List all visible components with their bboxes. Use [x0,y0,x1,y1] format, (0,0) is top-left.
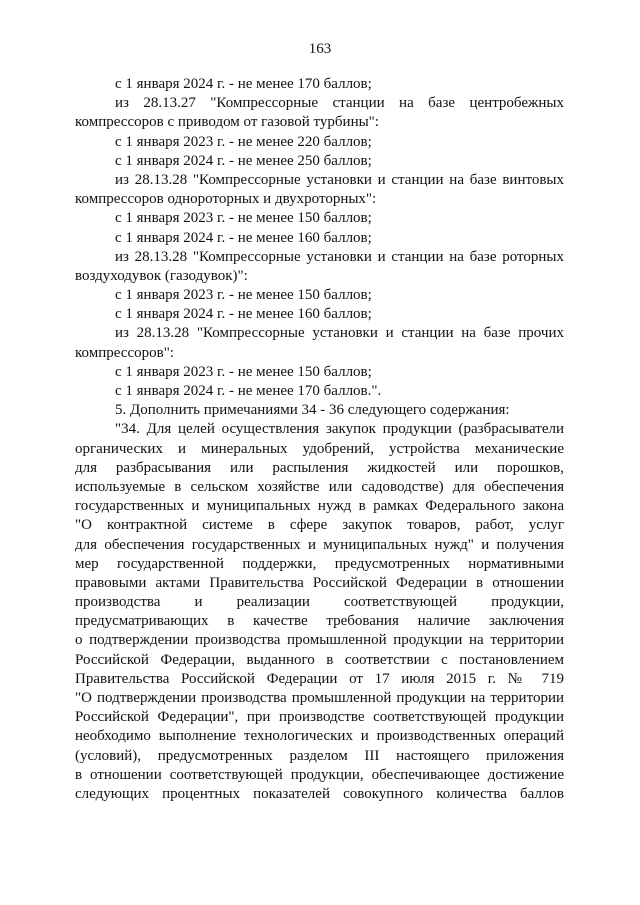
text-line: органических и минеральных удобрений, устройства механические [75,440,564,457]
text-line: Правительства Российской Федерации от 17 июля 2015 г. № 719 [75,670,564,687]
text-line: компрессоров": [75,344,174,361]
text-line: Российской Федерации, выданного в соответствии с постановлением [75,651,564,668]
text-line: с 1 января 2023 г. - не менее 220 баллов; [115,133,372,150]
text-line: правовыми актами Правительства Российской Федерации в отношении [75,574,564,591]
text-line: производства и реализации соответствующей продукции, [75,594,564,611]
text-line: воздуходувок (газодувок)": [75,267,248,284]
text-line: 5. Дополнить примечаниями 34 - 36 следующего содержания: [115,402,510,419]
text-line: компрессоров однороторных и двухроторных": [75,191,377,208]
text-line: из 28.13.28 "Компрессорные установки и станции на базе винтовых [115,171,564,188]
text-line: мер государственной поддержки, предусмотренных нормативными [75,555,564,572]
text-line: с 1 января 2023 г. - не менее 150 баллов; [115,210,372,227]
text-line: "О подтверждении производства промышленной продукции на территории [75,690,564,706]
text-line: в отношении соответствующей продукции, обеспечивающее достижение [75,766,564,783]
text-line: государственных и муниципальных нужд в рамках Федерального закона [75,498,564,515]
text-line: "О контрактной системе в сфере закупок товаров, работ, услуг [75,517,564,534]
text-line: компрессоров с приводом от газовой турбины": [75,114,379,131]
text-line: используемые в сельском хозяйстве или садоводстве) для обеспечения [75,478,564,495]
text-line: следующих процентных показателей совокупного количества баллов [75,785,564,802]
text-line: для разбрасывания или распыления жидкостей или порошков, [75,459,564,476]
text-line: с 1 января 2024 г. - не менее 170 баллов.". [115,383,382,399]
text-line: из 28.13.28 "Компрессорные установки и станции на базе роторных [115,248,564,265]
text-line: необходимо выполнение технологических и производственных операций [75,728,564,745]
text-line: с 1 января 2023 г. - не менее 150 баллов; [115,287,372,304]
text-line: с 1 января 2023 г. - не менее 150 баллов; [115,363,372,380]
text-line: о подтверждении производства промышленной продукции на территории [75,632,564,649]
text-line: предусматривающих в качестве требования наличие заключения [75,613,564,630]
text-line: с 1 января 2024 г. - не менее 170 баллов; [115,76,372,92]
text-line: с 1 января 2024 г. - не менее 250 баллов; [115,152,372,169]
text-line: из 28.13.27 "Компрессорные станции на базе центробежных [115,95,564,112]
text-line: из 28.13.28 "Компрессорные установки и станции на базе прочих [115,325,564,342]
page-number: 163 [308,41,332,57]
text-line: Российской Федерации", при производстве соответствующей продукции [75,709,564,726]
text-line: с 1 января 2024 г. - не менее 160 баллов; [115,229,372,246]
text-line: для обеспечения государственных и муниципальных нужд" и получения [75,536,564,553]
text-line: с 1 января 2024 г. - не менее 160 баллов; [115,306,372,323]
text-line: "34. Для целей осуществления закупок продукции (разбрасыватели [115,421,564,438]
document-body [75,75,564,804]
text-line: (условий), предусмотренных разделом III настоящего приложения [75,747,564,764]
